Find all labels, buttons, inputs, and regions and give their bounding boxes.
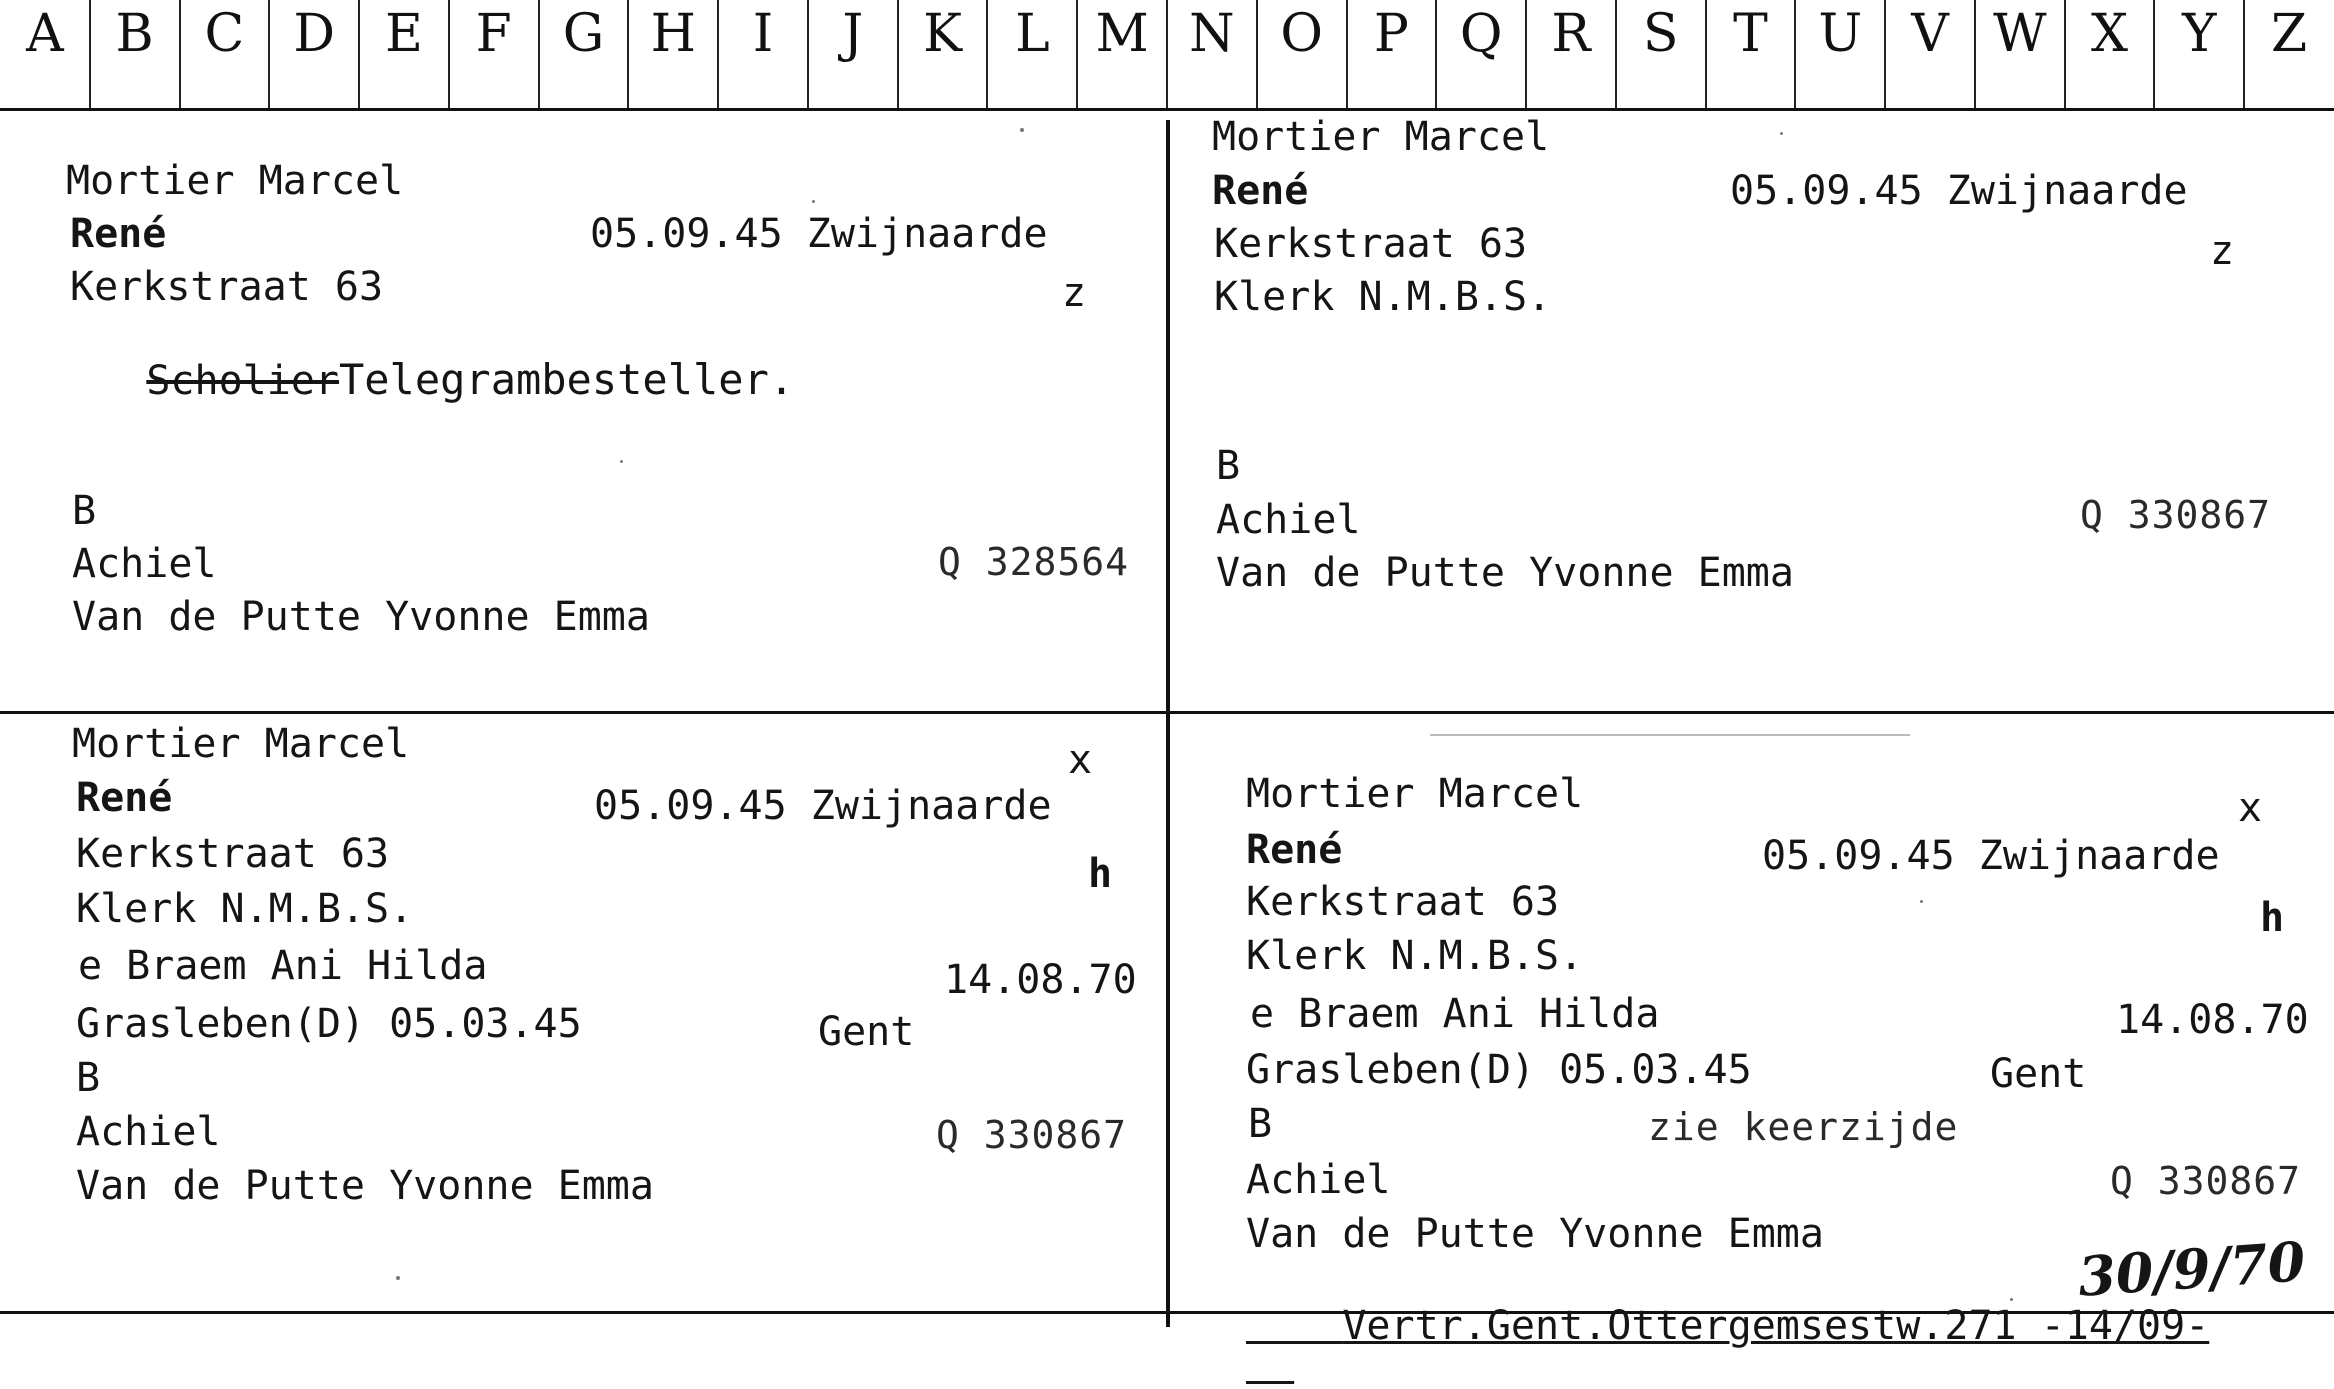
scan-speck — [812, 200, 815, 203]
index-divider — [1435, 0, 1437, 108]
code-letter: z — [1062, 270, 1087, 316]
index-divider — [1705, 0, 1707, 108]
spouse-birth: Grasleben(D) 05.03.45 — [76, 1001, 582, 1047]
father-name: Achiel — [1216, 497, 1361, 543]
mother-name: Van de Putte Yvonne Emma — [1216, 550, 1794, 596]
index-divider — [807, 0, 809, 108]
index-letter-n: N — [1189, 4, 1235, 64]
index-letter-p: P — [1373, 4, 1409, 64]
firstname: René — [76, 775, 173, 821]
card-bottom-right — [1170, 714, 2334, 1349]
address: Kerkstraat 63 — [70, 264, 384, 310]
index-divider — [89, 0, 91, 108]
index-divider — [717, 0, 719, 108]
index-divider — [1974, 0, 1976, 108]
index-letter-l: L — [1015, 4, 1050, 64]
index-divider — [448, 0, 450, 108]
mother-name: Van de Putte Yvonne Emma — [1246, 1211, 1824, 1257]
birth-info: 05.09.45 Zwijnaarde — [1762, 833, 2220, 879]
index-divider — [1256, 0, 1258, 108]
index-divider — [358, 0, 360, 108]
scan-speck — [1780, 132, 1783, 135]
index-letter-g: G — [562, 4, 605, 64]
birth-info: 05.09.45 Zwijnaarde — [590, 211, 1048, 257]
departure-text: Vertr.Gent.Ottergemsestw.271 -14/09- — [1342, 1303, 2210, 1349]
index-divider — [1615, 0, 1617, 108]
father-name: Achiel — [76, 1109, 221, 1155]
father-name: Achiel — [72, 541, 217, 587]
birth-info: 05.09.45 Zwijnaarde — [1730, 168, 2188, 214]
marriage-date: 14.08.70 — [2116, 997, 2309, 1043]
x-marker: x — [2238, 785, 2263, 831]
surname: Mortier Marcel — [1212, 114, 1550, 160]
h-marker: h — [1088, 851, 1113, 897]
occupation: Klerk N.M.B.S. — [76, 886, 414, 932]
index-letter-j: J — [842, 4, 864, 64]
scan-speck — [396, 1276, 400, 1280]
firstname: René — [70, 211, 167, 257]
spouse-place: Gent — [818, 1009, 915, 1055]
index-divider — [1794, 0, 1796, 108]
b-marker: B — [1216, 443, 1241, 489]
index-divider — [538, 0, 540, 108]
index-divider — [2064, 0, 2066, 108]
father-name: Achiel — [1246, 1157, 1391, 1203]
index-letter-m: M — [1095, 4, 1149, 64]
index-letter-y: Y — [2182, 4, 2217, 64]
index-divider — [986, 0, 988, 108]
spouse-place: Gent — [1990, 1051, 2087, 1097]
index-letter-x: X — [2091, 4, 2129, 64]
index-letter-u: U — [1818, 4, 1863, 64]
see-reverse-note: zie keerzijde — [1648, 1105, 1959, 1149]
marriage-date: 14.08.70 — [944, 957, 1137, 1003]
index-letter-o: O — [1280, 4, 1323, 64]
reference-number: Q 330867 — [2080, 493, 2272, 537]
code-letter: z — [2210, 228, 2235, 274]
address: Kerkstraat 63 — [1246, 879, 1560, 925]
surname: Mortier Marcel — [1246, 771, 1584, 817]
scan-speck — [1020, 128, 1024, 132]
index-letter-d: D — [293, 4, 336, 64]
occupation-line — [50, 319, 794, 441]
index-divider — [1884, 0, 1886, 108]
index-divider — [268, 0, 270, 108]
index-divider — [1076, 0, 1078, 108]
surname: Mortier Marcel — [66, 158, 404, 204]
index-divider — [1346, 0, 1348, 108]
departure-note — [1246, 1266, 2209, 1386]
x-marker: x — [1068, 737, 1093, 783]
alphabet-index — [0, 0, 2334, 108]
index-divider — [627, 0, 629, 108]
index-letter-b: B — [115, 4, 154, 64]
handwritten-date: 30/9/70 — [2076, 1229, 2308, 1309]
spouse-birth: Grasleben(D) 05.03.45 — [1246, 1047, 1752, 1093]
index-letter-t: T — [1733, 4, 1768, 64]
firstname: René — [1212, 168, 1309, 214]
index-letter-k: K — [923, 4, 962, 64]
surname: Mortier Marcel — [72, 721, 410, 767]
scan-speck — [2010, 1298, 2013, 1301]
address: Kerkstraat 63 — [1214, 221, 1528, 267]
b-marker: B — [72, 488, 97, 534]
mother-name: Van de Putte Yvonne Emma — [72, 594, 650, 640]
b-marker: B — [76, 1055, 101, 1101]
index-letter-v: V — [1911, 4, 1949, 64]
card-top-right — [1170, 111, 2334, 711]
occupation: Telegrambesteller. — [338, 355, 795, 404]
index-divider — [179, 0, 181, 108]
index-letter-i: I — [752, 4, 774, 64]
index-divider — [2243, 0, 2245, 108]
reference-number: Q 330867 — [936, 1113, 1128, 1157]
index-letter-c: C — [204, 4, 245, 64]
index-letter-w: W — [1993, 4, 2047, 64]
occupation-struck: Scholier — [146, 358, 339, 404]
b-marker: B — [1248, 1101, 1273, 1147]
index-letter-e: E — [384, 4, 423, 64]
mother-name: Van de Putte Yvonne Emma — [76, 1163, 654, 1209]
index-letter-q: Q — [1459, 4, 1503, 64]
index-letter-r: R — [1551, 4, 1591, 64]
index-letter-h: H — [650, 4, 696, 64]
card-top-left — [0, 111, 1166, 711]
index-letter-z: Z — [2271, 4, 2308, 64]
firstname: René — [1246, 827, 1343, 873]
birth-info: 05.09.45 Zwijnaarde — [594, 783, 1052, 829]
index-letter-f: F — [475, 4, 512, 64]
reference-number: Q 328564 — [938, 540, 1130, 584]
index-divider — [1525, 0, 1527, 108]
scan-speck — [620, 460, 623, 463]
index-divider — [1166, 0, 1168, 108]
index-letter-s: S — [1642, 4, 1679, 64]
occupation: Klerk N.M.B.S. — [1214, 274, 1552, 320]
address: Kerkstraat 63 — [76, 831, 390, 877]
index-letter-a: A — [26, 4, 64, 64]
scan-speck — [1920, 900, 1923, 903]
occupation: Klerk N.M.B.S. — [1246, 933, 1584, 979]
index-divider — [897, 0, 899, 108]
spouse-name: e Braem Ani Hilda — [1250, 991, 1660, 1037]
index-divider — [2153, 0, 2155, 108]
faint-scan-line — [1430, 734, 1910, 736]
reference-number: Q 330867 — [2110, 1159, 2302, 1203]
card-bottom-left — [0, 714, 1166, 1311]
spouse-name: e Braem Ani Hilda — [78, 943, 488, 989]
h-marker: h — [2260, 895, 2285, 941]
